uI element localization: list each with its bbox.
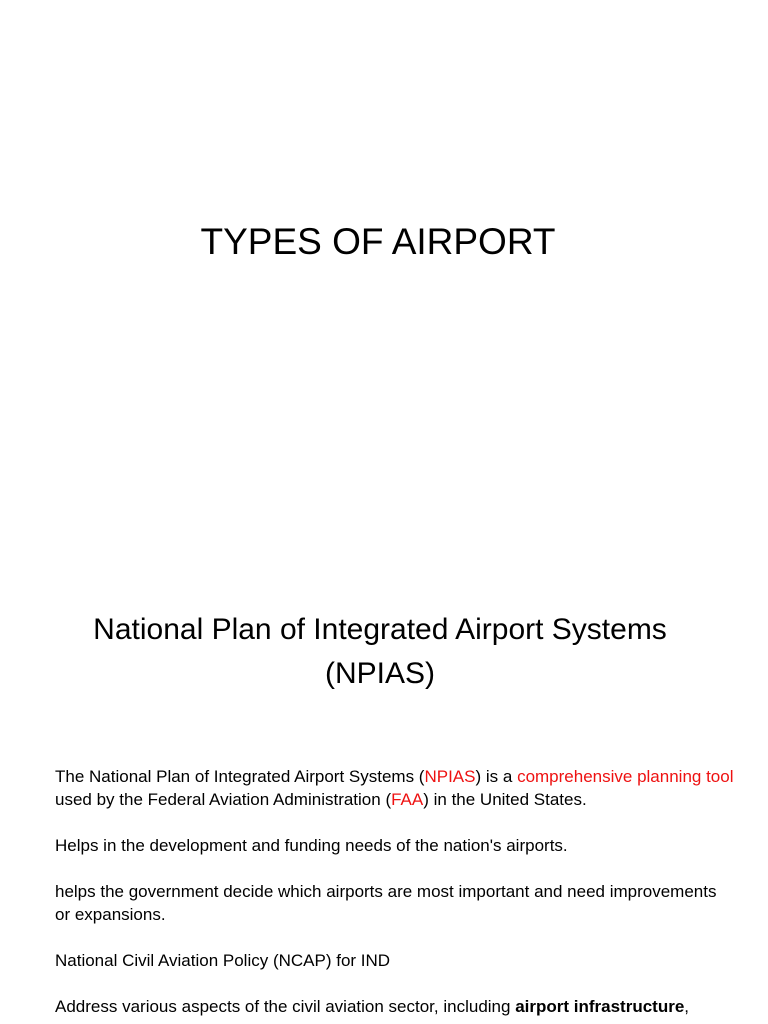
highlight-npias: NPIAS xyxy=(424,767,476,786)
highlight-faa: FAA xyxy=(391,790,424,809)
text-segment: , xyxy=(684,997,690,1016)
paragraph-government-decide: helps the government decide which airports are most important and need improvements or expansions. xyxy=(55,882,717,924)
text-segment: ) in the United States. xyxy=(423,790,587,809)
slide-title: TYPES OF AIRPORT xyxy=(200,221,556,262)
highlight-planning-tool: comprehensive planning tool xyxy=(517,767,734,786)
slide-npias xyxy=(0,576,768,1024)
slide-body xyxy=(55,765,735,1024)
bold-airport-infrastructure: airport infrastructure xyxy=(515,997,685,1016)
paragraph-ncap: National Civil Aviation Policy (NCAP) for IND xyxy=(55,951,391,970)
section-title-line-1: National Plan of Integrated Airport Systems xyxy=(93,613,667,646)
text-segment: ) is a xyxy=(475,767,518,786)
paragraph-civil-aviation-aspects xyxy=(55,995,735,1018)
text-segment: used by the Federal Aviation Administration ( xyxy=(55,790,392,809)
paragraph-npias-definition xyxy=(55,765,735,811)
text-segment: The National Plan of Integrated Airport Systems ( xyxy=(55,767,425,786)
paragraph-development-funding: Helps in the development and funding needs of the nation's airports. xyxy=(55,836,568,855)
section-title-line-2: (NPIAS) xyxy=(324,657,435,690)
text-segment: Address various aspects of the civil aviation sector, including xyxy=(55,997,516,1016)
section-title xyxy=(20,608,740,696)
